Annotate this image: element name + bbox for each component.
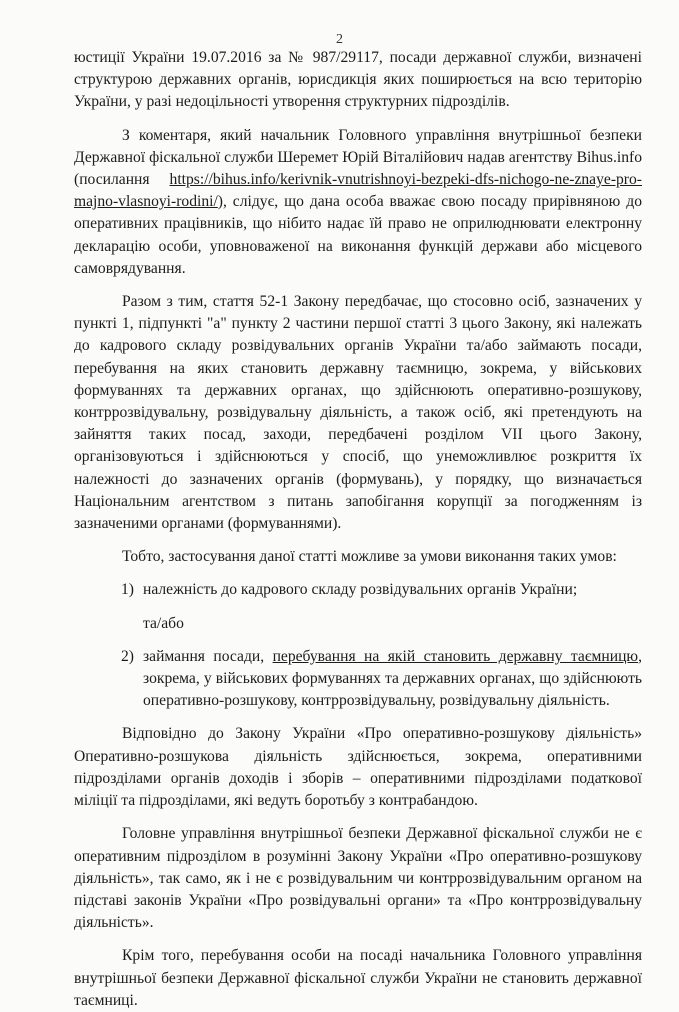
paragraph-not-operative-unit: Головне управління внутрішньої безпеки Державної фіскальної служби не є оперативним підрозділом в розумінні Закону України «Про оперативно-розшукову діяльність», так само, як і не є розвідувальним чи контррозвідувальним органом на підставі законів України «Про розвідувальні органи» та «Про контррозвідувальну діяльність».	[74, 825, 642, 932]
document-body	[74, 47, 642, 1012]
conditions-list	[121, 579, 642, 712]
list-item-text: належність до кадрового складу розвідувальних органів України;	[143, 581, 578, 599]
paragraph-comment-text-start: З коментаря, який начальник Головного управління внутрішньої безпеки Державної фіскальної служби Шеремет Юрій Віталійович надав агентству Bihus.info (посилання	[74, 126, 642, 189]
paragraph-conditions-intro: Тобто, застосування даної статті можливе за умови виконання таких умов:	[122, 548, 617, 566]
list-item-underlined-text: перебування на якій становить державну таємницю	[272, 647, 639, 665]
bihus-link[interactable]: https://bihus.info/kerivnik-vnutrishnoyi-bezpeki-dfs-nichogo-ne-znaye-pro-majno-vlasnoyi-rodini/	[74, 171, 642, 211]
list-item	[121, 579, 642, 601]
list-item	[121, 646, 642, 713]
list-item-text-start: займання посади,	[143, 647, 273, 665]
list-item-number: 2)	[121, 647, 134, 665]
list-item-text-end: , зокрема, у військових формуваннях та державних органах, що здійснюють оперативно-розшукову, контррозвідувальну, розвідувальну діяльність.	[143, 647, 642, 710]
list-item-text	[143, 646, 642, 713]
paragraph-comment-text-end: ), слідує, що дана особа вважає свою посаду прирівняною до оперативних працівників, що нібито надає їй право не оприлюднювати електронну декларацію особи, уповноваженої на виконання функцій держави або місцевого самоврядування.	[74, 193, 642, 277]
paragraph-article-52-1: Разом з тим, стаття 52-1 Закону передбачає, що стосовно осіб, зазначених у пункті 1, підпункті "а" пункту 2 частини першої статті 3 цього Закону, які належать до кадрового складу розвідувальних органів України та/або займають посади, перебування на яких становить державну таємницю, зокрема, у військових формуваннях та державних органах, що здійснюють оперативно-розшукову, контррозвідувальну, розвідувальну діяльність, а також осіб, які претендують на зайняття таких посад, заходи, передбачені розділом VII цього Закону, організовуються і здійснюються у спосіб, що унеможливлює розкриття їх належності до зазначених органів (формувань), у порядку, що визначається Національним агентством з питань запобігання корупції за погодженням із зазначеними органами (формуваннями).	[74, 293, 642, 533]
page-number: 2	[336, 32, 343, 47]
paragraph-law-reference: Відповідно до Закону України «Про оперативно-розшукову діяльність» Оперативно-розшукова діяльність здійснюється, зокрема, оперативними підрозділами органів доходів і зборів – оперативними підрозділами податкової міліції та підрозділами, які ведуть боротьбу з контрабандою.	[74, 725, 642, 810]
list-connector: та/або	[143, 614, 184, 632]
paragraph-continuation: юстиції України 19.07.2016 за № 987/29117, посади державної служби, визначені структурою державних органів, юрисдикція яких поширюється на всю територію України, у разі недоцільності утворення структурних підрозділів.	[74, 49, 642, 111]
paragraph-not-state-secret: Крім того, перебування особи на посаді начальника Головного управління внутрішньої безпеки Державної фіскальної служби України не становить державної таємниці.	[74, 947, 642, 1009]
list-item-number: 1)	[121, 581, 134, 599]
paragraph-comment	[74, 125, 642, 280]
